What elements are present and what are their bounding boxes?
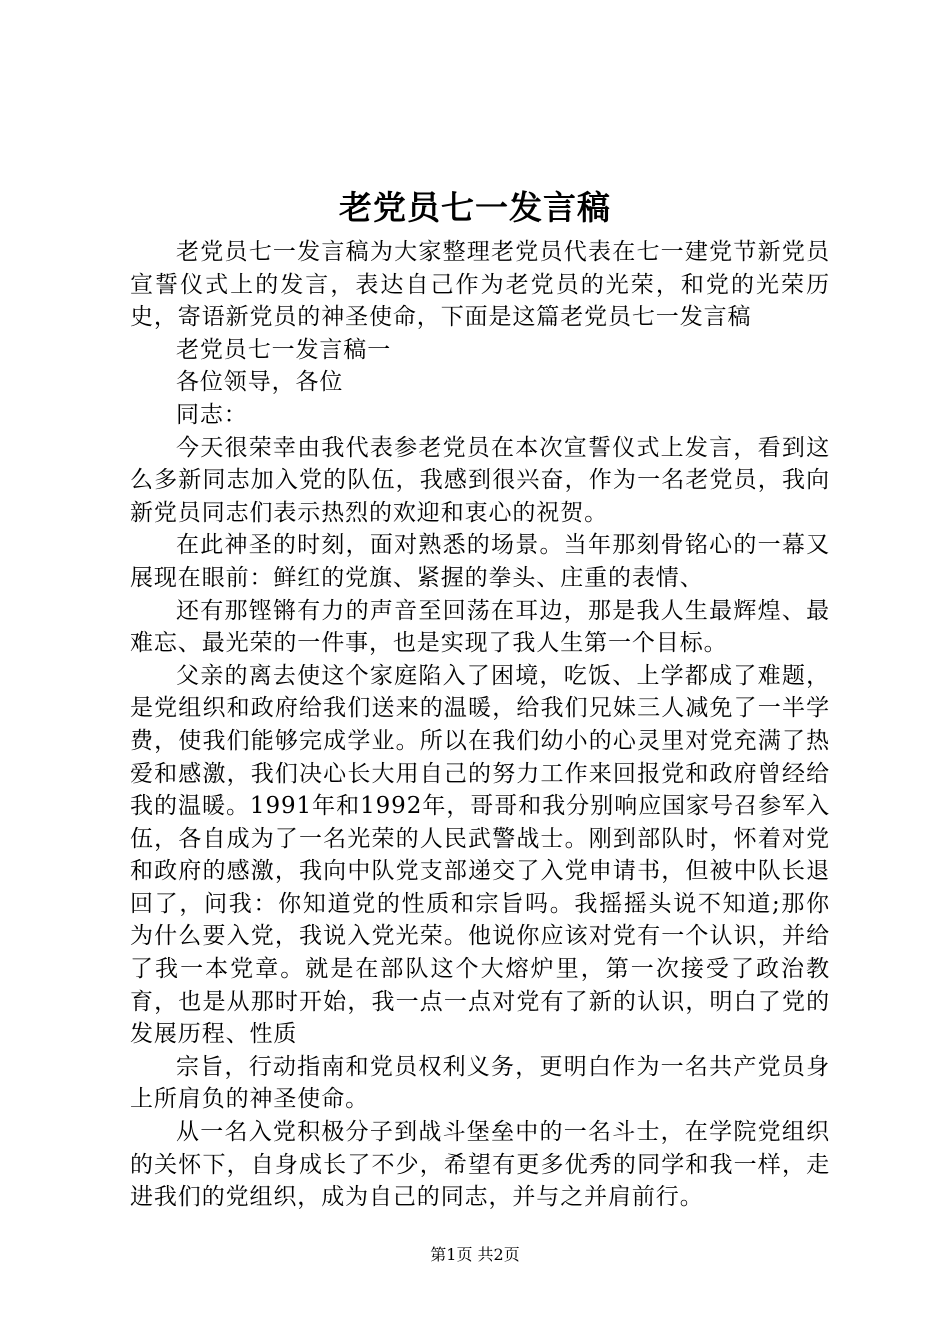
paragraph-greeting: 各位领导，各位 bbox=[176, 369, 344, 396]
paragraph-greeting-cont: 同志： bbox=[176, 401, 248, 428]
paragraph-intro: 老党员七一发言稿为大家整理老党员代表在七一建党节新党员宣誓仪式上的发言，表达自己作为老党员的光荣，和党的光荣历史，寄语新党员的神圣使命，下面是这篇老党员七一发言稿 bbox=[130, 239, 830, 331]
paragraph: 在此神圣的时刻，面对熟悉的场景。当年那刻骨铭心的一幕又展现在眼前：鲜红的党旗、紧握的拳头、庄重的表情、 bbox=[130, 532, 830, 591]
paragraph: 还有那铿锵有力的声音至回荡在耳边，那是我人生最辉煌、最难忘、最光荣的一件事，也是实现了我人生第一个目标。 bbox=[130, 597, 830, 657]
document-title: 老党员七一发言稿 bbox=[339, 188, 611, 227]
paragraph: 宗旨，行动指南和党员权利义务，更明白作为一名共产党员身上所肩负的神圣使命。 bbox=[130, 1053, 830, 1113]
page-footer: 第1页 共2页 bbox=[430, 1245, 520, 1264]
document-body bbox=[130, 236, 830, 1214]
paragraph-subtitle: 老党员七一发言稿一 bbox=[176, 336, 392, 363]
paragraph: 从一名入党积极分子到战斗堡垒中的一名斗士，在学院党组织的关怀下，自身成长了不少，希望有更多优秀的同学和我一样，走进我们的党组织，成为自己的同志，并与之并肩前行。 bbox=[130, 1119, 830, 1211]
paragraph: 今天很荣幸由我代表参老党员在本次宣誓仪式上发言，看到这么多新同志加入党的队伍，我感到很兴奋，作为一名老党员，我向新党员同志们表示热烈的欢迎和衷心的祝贺。 bbox=[130, 434, 830, 526]
paragraph: 父亲的离去使这个家庭陷入了困境，吃饭、上学都成了难题，是党组织和政府给我们送来的温暖，给我们兄妹三人减免了一半学费，使我们能够完成学业。所以在我们幼小的心灵里对党充满了热爱和感激，我们决心长大用自己的努力工作来回报党和政府曾经给我的温暖。1991年和1992年，哥哥和我分别响应国家号召参军入伍，各自成为了一名光荣的人民武警战士。刚到部队时，怀着对党和政府的感激，我向中队党支部递交了入党申请书，但被中队长退回了，问我：你知道党的性质和宗旨吗。我摇摇头说不知道;那你为什么要入党，我说入党光荣。他说你应该对党有一个认识，并给了我一本党章。就是在部队这个大熔炉里，第一次接受了政治教育，也是从那时开始，我一点一点对党有了新的认识，明白了党的发展历程、性质 bbox=[130, 662, 830, 1048]
